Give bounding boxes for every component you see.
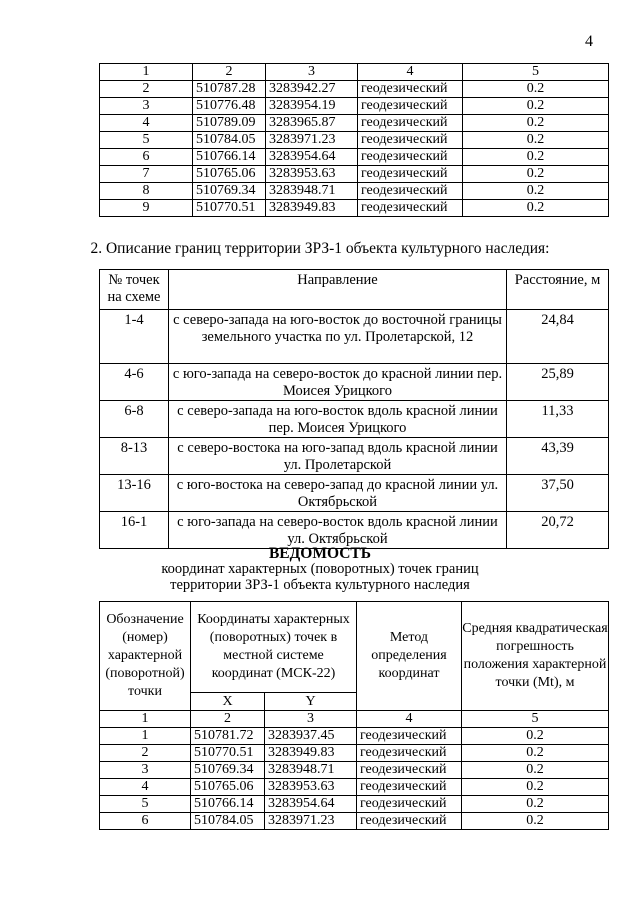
table-cell: 4: [100, 779, 191, 796]
table-cell: 0.2: [463, 183, 609, 200]
table-cell: 510784.05: [193, 132, 266, 149]
table-row: [100, 310, 609, 364]
header-coordinates: Координаты характерных (поворотных) точек в местной системе координат (МСК-22): [191, 602, 357, 693]
table-cell: 510765.06: [193, 166, 266, 183]
table-row: [100, 98, 609, 115]
table-cell: 3283953.63: [266, 166, 358, 183]
distance-cell: 11,33: [507, 401, 609, 438]
direction-cell: с северо-запада на юго-восток до восточной границы земельного участка по ул. Пролетарской, 12: [169, 310, 507, 364]
table-cell: 0.2: [463, 149, 609, 166]
points-cell: 16-1: [100, 512, 169, 549]
table-cell: геодезический: [357, 728, 462, 745]
points-cell: 4-6: [100, 364, 169, 401]
table-cell: 3283948.71: [266, 183, 358, 200]
table-cell: 510766.14: [193, 149, 266, 166]
table-cell: 0.2: [463, 115, 609, 132]
direction-cell: с юго-запада на северо-восток до красной линии пер. Моисея Урицкого: [169, 364, 507, 401]
table-cell: 0.2: [463, 132, 609, 149]
table-cell: 2: [191, 711, 265, 728]
header-point-designation: Обозначение (номер) характерной (поворотной) точки: [100, 602, 191, 711]
table-cell: 510787.28: [193, 81, 266, 98]
table-cell: 0.2: [463, 98, 609, 115]
table-row: [100, 183, 609, 200]
distance-cell: 37,50: [507, 475, 609, 512]
table-cell: 3283937.45: [265, 728, 357, 745]
table-cell: геодезический: [358, 200, 463, 217]
table-row: [100, 364, 609, 401]
points-cell: 6-8: [100, 401, 169, 438]
table-cell: 1: [100, 64, 193, 81]
table-cell: геодезический: [358, 166, 463, 183]
table-cell: 4: [358, 64, 463, 81]
table-cell: 3283954.64: [265, 796, 357, 813]
table-cell: 0.2: [462, 813, 609, 830]
table-cell: 3283954.19: [266, 98, 358, 115]
table-cell: 0.2: [462, 796, 609, 813]
table-cell: геодезический: [358, 98, 463, 115]
table-cell: 510776.48: [193, 98, 266, 115]
header-x: X: [191, 692, 265, 710]
header-distance: Расстояние, м: [507, 270, 609, 310]
table-row: [100, 166, 609, 183]
table-cell: 3283948.71: [265, 762, 357, 779]
table-cell: 6: [100, 813, 191, 830]
distance-cell: 25,89: [507, 364, 609, 401]
table-row: [100, 762, 609, 779]
table-header-row: [100, 64, 609, 81]
table-cell: 2: [100, 81, 193, 98]
table-cell: 3283971.23: [265, 813, 357, 830]
table-cell: 0.2: [463, 166, 609, 183]
table-cell: геодезический: [357, 745, 462, 762]
table-row: [100, 200, 609, 217]
table-cell: 2: [193, 64, 266, 81]
table-cell: 8: [100, 183, 193, 200]
table-cell: 5: [462, 711, 609, 728]
distance-cell: 24,84: [507, 310, 609, 364]
statement-title: ВЕДОМОСТЬ: [268, 545, 372, 562]
table-cell: 4: [100, 115, 193, 132]
boundary-description-table: [99, 269, 609, 549]
header-y: Y: [265, 692, 357, 710]
header-direction: Направление: [169, 270, 507, 310]
table-row: [100, 728, 609, 745]
table-cell: 0.2: [463, 81, 609, 98]
table-cell: 3283954.64: [266, 149, 358, 166]
table-cell: геодезический: [357, 779, 462, 796]
table-cell: 1: [100, 728, 191, 745]
table-cell: геодезический: [357, 813, 462, 830]
table-cell: 3: [265, 711, 357, 728]
header-method: Метод определения координат: [357, 602, 462, 711]
table-cell: 6: [100, 149, 193, 166]
table-row: [100, 115, 609, 132]
table-number-row: [100, 711, 609, 728]
table-cell: 510789.09: [193, 115, 266, 132]
table-row: [100, 779, 609, 796]
table-header-row: [100, 602, 609, 693]
coordinates-table-continued: [99, 63, 609, 217]
table-cell: 3: [100, 762, 191, 779]
table-cell: 7: [100, 166, 193, 183]
table-cell: 9: [100, 200, 193, 217]
table-cell: 510781.72: [191, 728, 265, 745]
points-cell: 1-4: [100, 310, 169, 364]
direction-cell: с юго-запада на северо-восток вдоль красной линии ул. Октябрьской: [169, 512, 507, 549]
table-row: [100, 745, 609, 762]
table-cell: геодезический: [357, 796, 462, 813]
table-row: [100, 132, 609, 149]
direction-cell: с северо-востока на юго-запад вдоль красной линии ул. Пролетарской: [169, 438, 507, 475]
statement-coordinates-table: [99, 601, 609, 830]
table-row: [100, 813, 609, 830]
table-row: [100, 475, 609, 512]
statement-subtitle: [0, 561, 640, 593]
table-cell: 510784.05: [191, 813, 265, 830]
table-cell: 0.2: [462, 728, 609, 745]
table-cell: 3283949.83: [266, 200, 358, 217]
table-row: [100, 81, 609, 98]
table-cell: 510769.34: [191, 762, 265, 779]
table-cell: геодезический: [357, 762, 462, 779]
table-cell: 0.2: [462, 762, 609, 779]
table-cell: 3: [266, 64, 358, 81]
table-cell: геодезический: [358, 115, 463, 132]
header-points: № точек на схеме: [100, 270, 169, 310]
table-cell: 5: [463, 64, 609, 81]
distance-cell: 20,72: [507, 512, 609, 549]
direction-cell: с северо-запада на юго-восток вдоль красной линии пер. Моисея Урицкого: [169, 401, 507, 438]
distance-cell: 43,39: [507, 438, 609, 475]
table-cell: 3283949.83: [265, 745, 357, 762]
table-row: [100, 796, 609, 813]
table-row: [100, 149, 609, 166]
table-cell: 3283965.87: [266, 115, 358, 132]
table-cell: 3: [100, 98, 193, 115]
table-cell: 0.2: [463, 200, 609, 217]
table-cell: 3283953.63: [265, 779, 357, 796]
table-cell: 1: [100, 711, 191, 728]
statement-subtitle-line2: территории ЗРЗ-1 объекта культурного наследия: [170, 577, 470, 593]
table-cell: 510765.06: [191, 779, 265, 796]
header-error: Средняя квадратическая погрешность положения характерной точки (Mt), м: [462, 602, 609, 711]
table-cell: 3283942.27: [266, 81, 358, 98]
table-cell: 510770.51: [191, 745, 265, 762]
statement-subtitle-line1: координат характерных (поворотных) точек границ: [161, 561, 479, 577]
table-row: [100, 438, 609, 475]
table-cell: геодезический: [358, 183, 463, 200]
table-cell: геодезический: [358, 81, 463, 98]
table-cell: 5: [100, 132, 193, 149]
table-cell: 4: [357, 711, 462, 728]
table-row: [100, 401, 609, 438]
points-cell: 8-13: [100, 438, 169, 475]
table-row: [100, 512, 609, 549]
points-cell: 13-16: [100, 475, 169, 512]
table-cell: геодезический: [358, 132, 463, 149]
table-cell: 0.2: [462, 745, 609, 762]
table-cell: 510770.51: [193, 200, 266, 217]
direction-cell: с юго-востока на северо-запад до красной линии ул. Октябрьской: [169, 475, 507, 512]
table-cell: 3283971.23: [266, 132, 358, 149]
page-number: 4: [585, 33, 593, 50]
table-cell: геодезический: [358, 149, 463, 166]
table-cell: 510769.34: [193, 183, 266, 200]
table-cell: 0.2: [462, 779, 609, 796]
table-cell: 510766.14: [191, 796, 265, 813]
table-header-row: [100, 270, 609, 310]
table-cell: 2: [100, 745, 191, 762]
table-cell: 5: [100, 796, 191, 813]
section-title: 2. Описание границ территории ЗРЗ-1 объекта культурного наследия:: [90, 240, 550, 257]
